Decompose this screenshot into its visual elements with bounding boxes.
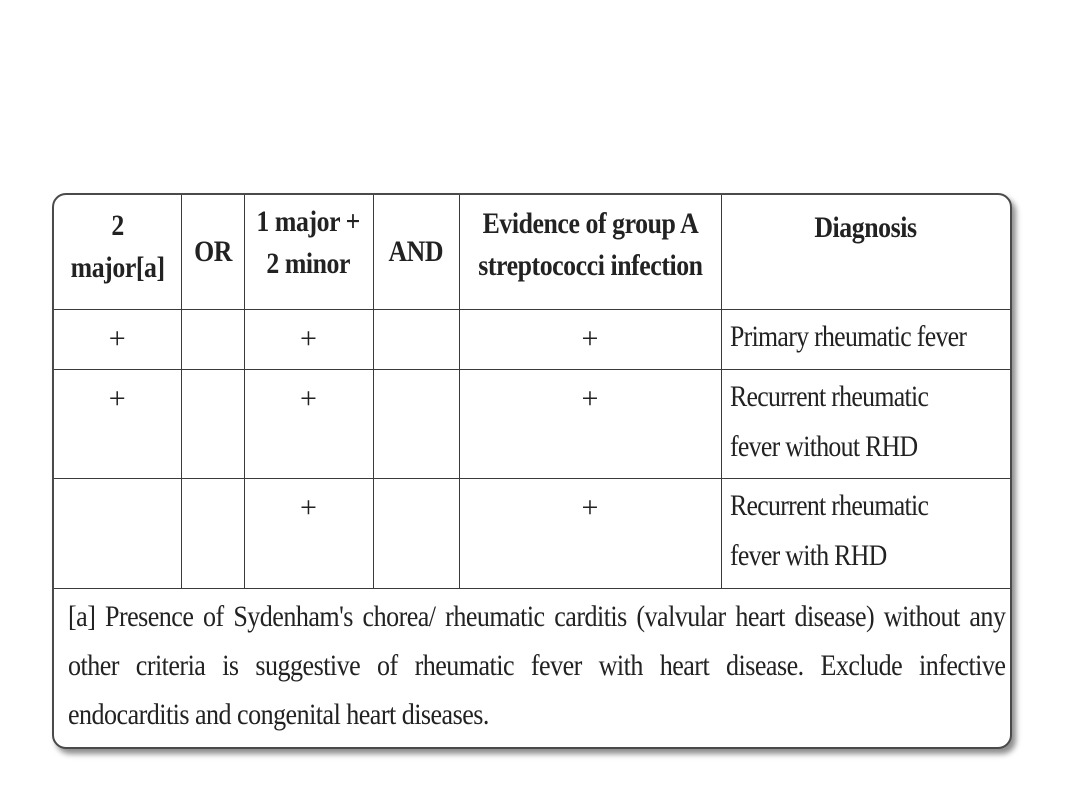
cell-or	[181, 478, 244, 588]
cell-evidence: +	[459, 369, 721, 478]
criteria-table	[54, 195, 1010, 749]
footnote-row	[54, 588, 1010, 749]
header-evidence-line1: Evidence of group A	[482, 207, 698, 240]
cell-two-major: +	[54, 309, 181, 369]
cell-one-major-two-minor: +	[244, 478, 373, 588]
header-one-major-line1: 1 major +	[256, 205, 361, 238]
header-two-major-line2: major[a]	[70, 251, 165, 284]
cell-and	[373, 478, 459, 588]
cell-evidence: +	[459, 478, 721, 588]
diagnosis-line: Recurrent rheumatic	[729, 488, 928, 522]
cell-or	[181, 369, 244, 478]
cell-and	[373, 309, 459, 369]
diagnosis-line: fever with RHD	[729, 538, 887, 572]
header-two-major	[54, 195, 181, 309]
footnote	[54, 588, 1010, 749]
table-row	[54, 478, 1010, 588]
header-and-label: AND	[388, 234, 444, 268]
cell-diagnosis	[721, 309, 1010, 369]
header-evidence	[459, 195, 721, 309]
header-one-major-line2: 2 minor	[266, 247, 351, 280]
cell-diagnosis	[721, 369, 1010, 478]
cell-or	[181, 309, 244, 369]
header-or	[181, 195, 244, 309]
cell-one-major-two-minor: +	[244, 369, 373, 478]
table-row	[54, 369, 1010, 478]
diagnosis-line: Primary rheumatic fever	[729, 319, 966, 353]
cell-two-major: +	[54, 369, 181, 478]
header-or-label: OR	[193, 234, 232, 268]
cell-and	[373, 369, 459, 478]
cell-two-major	[54, 478, 181, 588]
header-one-major-two-minor	[244, 195, 373, 309]
table-row	[54, 309, 1010, 369]
criteria-table-card	[52, 193, 1012, 749]
table-header-row	[54, 195, 1010, 309]
cell-one-major-two-minor: +	[244, 309, 373, 369]
cell-evidence: +	[459, 309, 721, 369]
header-two-major-line1: 2	[111, 209, 124, 242]
diagnosis-line: Recurrent rheumatic	[729, 379, 928, 413]
header-and	[373, 195, 459, 309]
header-diagnosis-label: Diagnosis	[814, 211, 917, 244]
cell-diagnosis	[721, 478, 1010, 588]
footnote-text: [a] Presence of Sydenham's chorea/ rheumatic carditis (valvular heart disease) without any other criteria is suggestive of rheumatic fever with heart disease. Exclude infective endocarditis and congenital heart diseases.	[68, 599, 1006, 731]
header-evidence-line2: streptococci infection	[477, 249, 703, 282]
header-diagnosis	[721, 195, 1010, 309]
diagnosis-line: fever without RHD	[729, 429, 918, 463]
